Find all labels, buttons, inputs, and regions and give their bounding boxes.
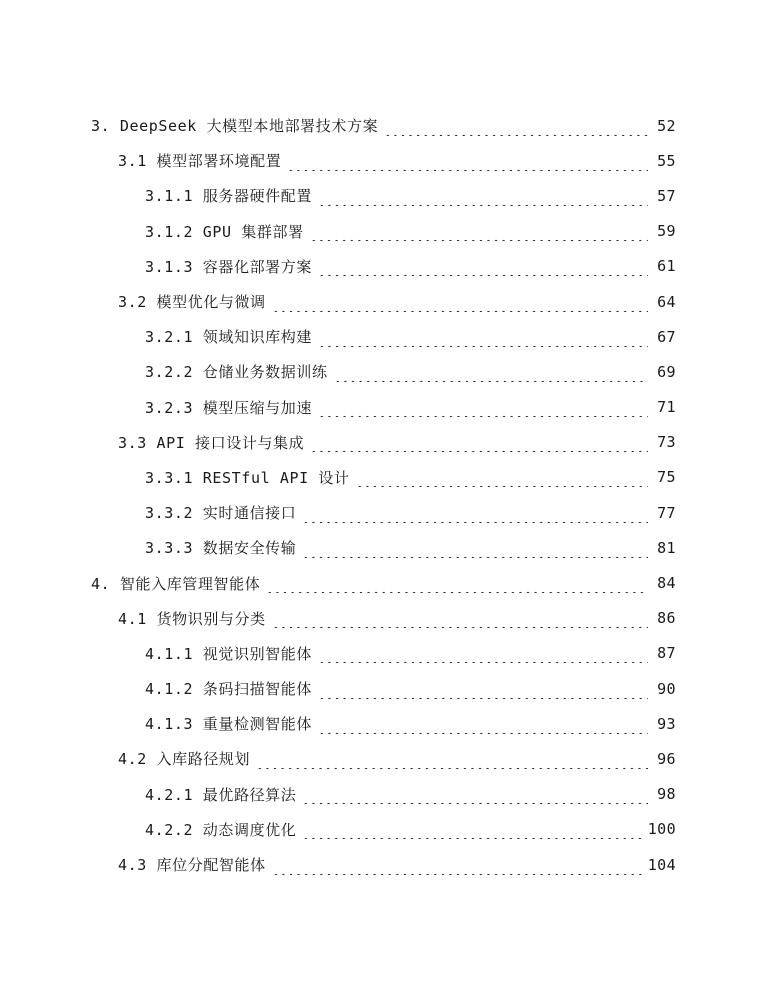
toc-entry-page: 55 [657, 151, 676, 170]
toc-entry-title: 4. 智能入库管理智能体 [91, 574, 261, 593]
toc-entry[interactable] [0, 847, 765, 882]
toc-entry[interactable] [0, 671, 765, 706]
toc-entry[interactable] [0, 178, 765, 213]
toc-dot-leader [272, 859, 642, 875]
toc-entry-title: 4.1.2 条码扫描智能体 [145, 680, 312, 699]
toc-entry[interactable] [0, 777, 765, 812]
toc-entry-page: 57 [657, 186, 676, 205]
toc-dot-leader [302, 542, 648, 558]
toc-dot-leader [318, 260, 648, 276]
toc-entry-page: 98 [657, 785, 676, 804]
toc-entry-title: 3.1.1 服务器硬件配置 [145, 187, 312, 206]
toc-dot-leader [302, 507, 648, 523]
toc-dot-leader [384, 120, 648, 136]
toc-entry[interactable] [0, 706, 765, 741]
toc-entry-title: 4.2 入库路径规划 [118, 750, 251, 769]
toc-entry-title: 3.3 API 接口设计与集成 [118, 433, 305, 452]
toc-entry-page: 73 [657, 433, 676, 452]
toc-entry-page: 90 [657, 679, 676, 698]
toc-dot-leader [287, 155, 648, 171]
toc-entry[interactable] [0, 284, 765, 319]
toc-entry-page: 81 [657, 538, 676, 557]
toc-entry-title: 3.3.3 数据安全传输 [145, 539, 297, 558]
toc-entry[interactable] [0, 214, 765, 249]
toc-entry-page: 84 [657, 574, 676, 593]
toc-dot-leader [310, 436, 648, 452]
toc-dot-leader [318, 718, 648, 734]
toc-entry-page: 61 [657, 257, 676, 276]
table-of-contents [0, 108, 765, 882]
toc-entry-page: 75 [657, 468, 676, 487]
toc-entry[interactable] [0, 425, 765, 460]
toc-entry-page: 69 [657, 362, 676, 381]
toc-entry[interactable] [0, 108, 765, 143]
toc-dot-leader [318, 190, 648, 206]
toc-dot-leader [356, 471, 648, 487]
toc-entry-page: 64 [657, 292, 676, 311]
toc-dot-leader [302, 823, 641, 839]
toc-dot-leader [272, 612, 648, 628]
toc-entry[interactable] [0, 249, 765, 284]
toc-dot-leader [302, 788, 648, 804]
toc-entry-title: 3.2 模型优化与微调 [118, 293, 266, 312]
toc-entry[interactable] [0, 741, 765, 776]
toc-entry-page: 87 [657, 644, 676, 663]
toc-entry-page: 86 [657, 609, 676, 628]
toc-entry-title: 4.1.3 重量检测智能体 [145, 715, 312, 734]
toc-entry-page: 59 [657, 222, 676, 241]
toc-entry[interactable] [0, 143, 765, 178]
toc-entry[interactable] [0, 636, 765, 671]
toc-entry-title: 3.2.2 仓储业务数据训练 [145, 363, 328, 382]
toc-entry-page: 93 [657, 714, 676, 733]
toc-entry-title: 3.3.1 RESTful API 设计 [145, 468, 350, 487]
toc-entry[interactable] [0, 812, 765, 847]
toc-entry[interactable] [0, 354, 765, 389]
toc-entry[interactable] [0, 601, 765, 636]
toc-entry[interactable] [0, 319, 765, 354]
toc-entry-title: 3.2.3 模型压缩与加速 [145, 398, 312, 417]
toc-entry-title: 4.2.1 最优路径算法 [145, 785, 297, 804]
toc-entry-page: 104 [647, 855, 676, 874]
toc-entry-title: 3.3.2 实时通信接口 [145, 504, 297, 523]
toc-entry-page: 96 [657, 749, 676, 768]
toc-entry[interactable] [0, 565, 765, 600]
toc-dot-leader [318, 683, 648, 699]
toc-entry-page: 100 [647, 820, 676, 839]
toc-dot-leader [318, 647, 648, 663]
toc-entry[interactable] [0, 460, 765, 495]
toc-entry-title: 3. DeepSeek 大模型本地部署技术方案 [91, 117, 379, 136]
toc-dot-leader [318, 331, 648, 347]
toc-entry-title: 4.2.2 动态调度优化 [145, 820, 297, 839]
toc-dot-leader [334, 366, 648, 382]
toc-entry-title: 3.1 模型部署环境配置 [118, 152, 282, 171]
toc-entry-title: 4.1.1 视觉识别智能体 [145, 644, 312, 663]
toc-entry[interactable] [0, 530, 765, 565]
toc-entry-title: 3.1.3 容器化部署方案 [145, 257, 312, 276]
toc-entry-page: 52 [657, 116, 676, 135]
toc-entry-title: 3.2.1 领域知识库构建 [145, 328, 312, 347]
toc-dot-leader [266, 577, 648, 593]
toc-entry[interactable] [0, 390, 765, 425]
toc-dot-leader [318, 401, 648, 417]
toc-entry-title: 4.3 库位分配智能体 [118, 856, 266, 875]
toc-entry-page: 67 [657, 327, 676, 346]
toc-entry-title: 4.1 货物识别与分类 [118, 609, 266, 628]
toc-dot-leader [310, 225, 648, 241]
toc-entry-page: 77 [657, 503, 676, 522]
toc-dot-leader [272, 296, 648, 312]
toc-dot-leader [256, 753, 648, 769]
toc-entry-title: 3.1.2 GPU 集群部署 [145, 222, 304, 241]
toc-entry[interactable] [0, 495, 765, 530]
toc-entry-page: 71 [657, 398, 676, 417]
